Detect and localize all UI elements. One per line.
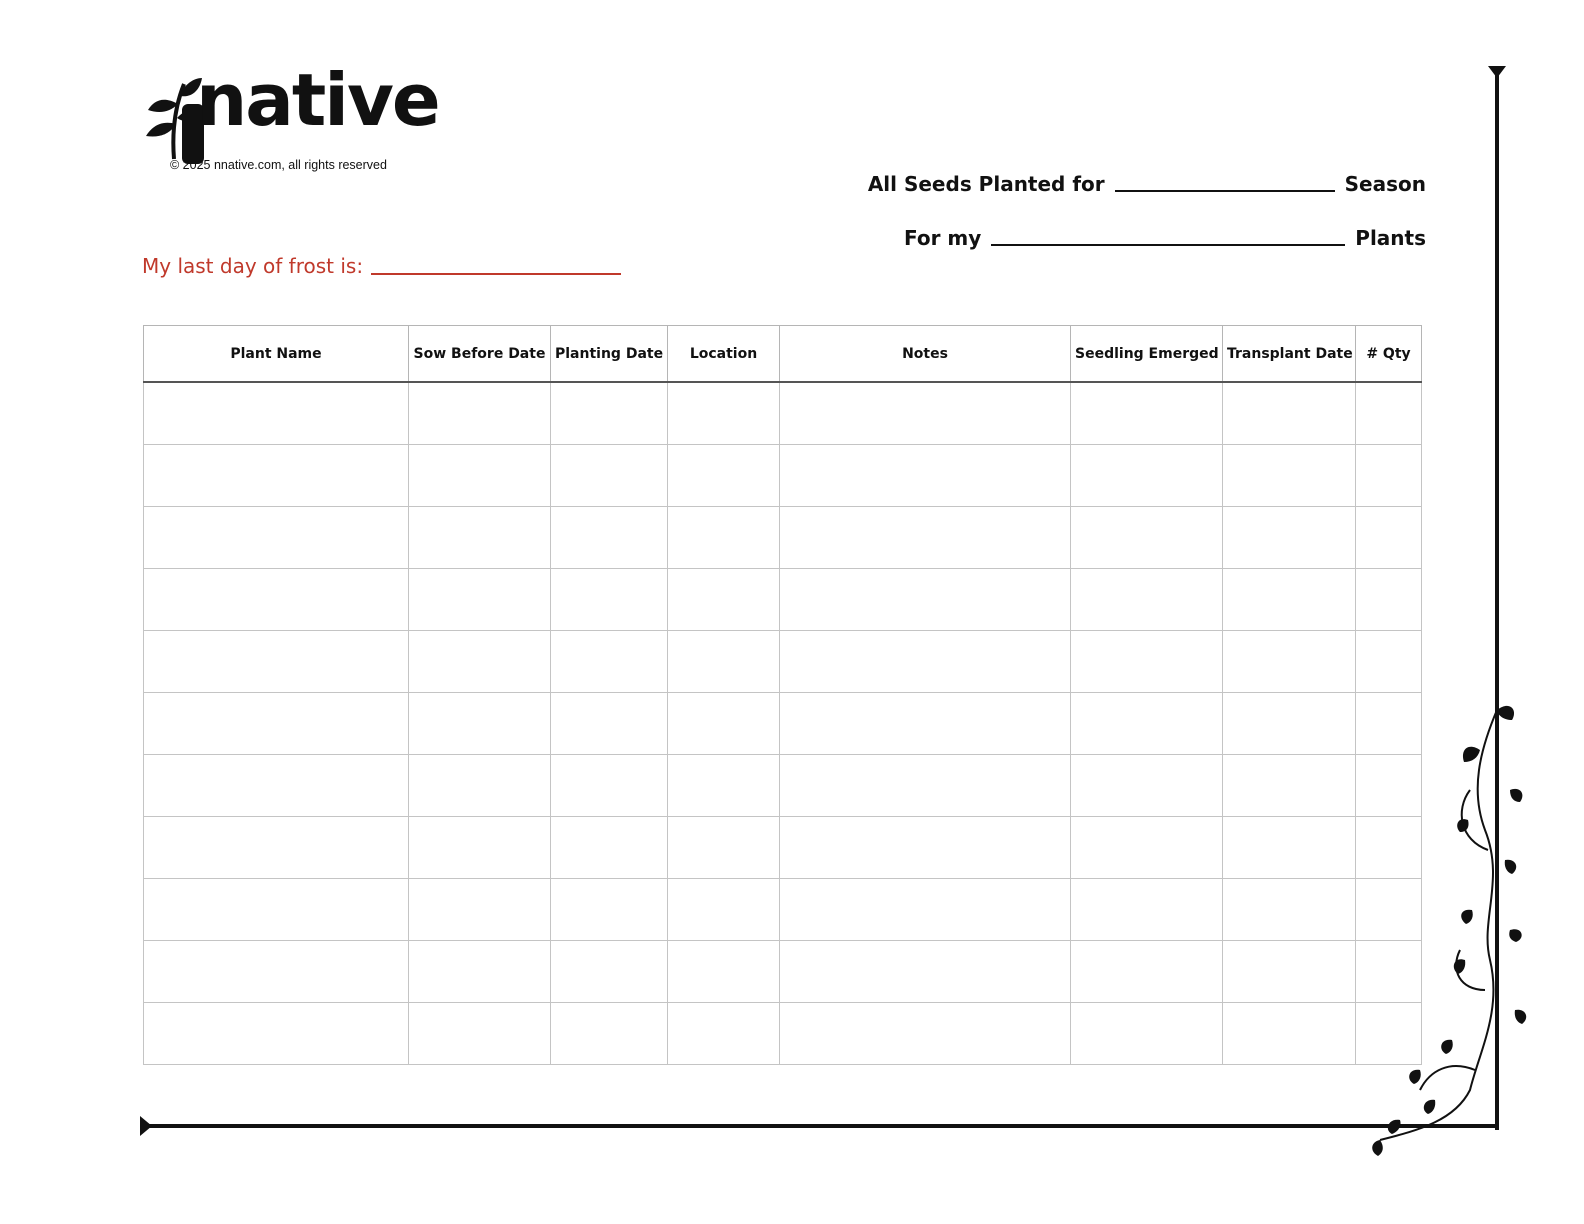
corner-vine-icon: [1360, 690, 1540, 1170]
table-cell[interactable]: [551, 507, 668, 569]
table-cell[interactable]: [668, 507, 780, 569]
table-cell[interactable]: [409, 941, 551, 1003]
plants-prefix-label: For my: [903, 226, 982, 250]
table-cell[interactable]: [551, 631, 668, 693]
table-cell[interactable]: [668, 445, 780, 507]
table-cell[interactable]: [668, 693, 780, 755]
table-cell[interactable]: [1223, 382, 1356, 445]
table-cell[interactable]: [144, 1003, 409, 1065]
table-cell[interactable]: [144, 693, 409, 755]
season-blank[interactable]: [1115, 188, 1335, 192]
table-cell[interactable]: [1071, 569, 1223, 631]
table-cell[interactable]: [1223, 507, 1356, 569]
table-cell[interactable]: [780, 693, 1071, 755]
arrow-head-icon: [140, 1116, 152, 1136]
table-cell[interactable]: [1223, 693, 1356, 755]
table-cell[interactable]: [551, 941, 668, 1003]
column-header: # Qty: [1356, 326, 1422, 383]
table-cell[interactable]: [144, 879, 409, 941]
table-cell[interactable]: [551, 445, 668, 507]
table-cell[interactable]: [1356, 631, 1422, 693]
table-cell[interactable]: [144, 817, 409, 879]
plants-blank[interactable]: [991, 242, 1345, 246]
table-row: [144, 631, 1422, 693]
table-cell[interactable]: [551, 755, 668, 817]
table-cell[interactable]: [551, 817, 668, 879]
table-cell[interactable]: [409, 755, 551, 817]
table-row: [144, 941, 1422, 1003]
table-cell[interactable]: [780, 569, 1071, 631]
table-cell[interactable]: [668, 631, 780, 693]
table-cell[interactable]: [144, 631, 409, 693]
table-cell[interactable]: [144, 569, 409, 631]
logo-wordmark: native: [196, 58, 439, 142]
table-cell[interactable]: [668, 755, 780, 817]
table-cell[interactable]: [409, 507, 551, 569]
frame-bottom-rule: [146, 1124, 1498, 1128]
table-header-row: [144, 326, 1422, 383]
table-row: [144, 569, 1422, 631]
table-cell[interactable]: [668, 382, 780, 445]
table-cell[interactable]: [1071, 382, 1223, 445]
table-cell[interactable]: [409, 693, 551, 755]
table-row: [144, 445, 1422, 507]
table-cell[interactable]: [144, 382, 409, 445]
frost-date-field: [142, 254, 621, 278]
table-cell[interactable]: [1071, 693, 1223, 755]
table-row: [144, 817, 1422, 879]
table-cell[interactable]: [780, 1003, 1071, 1065]
table-cell[interactable]: [780, 382, 1071, 445]
table-cell[interactable]: [1071, 445, 1223, 507]
table-cell[interactable]: [668, 879, 780, 941]
table-cell[interactable]: [1223, 755, 1356, 817]
table-cell[interactable]: [780, 507, 1071, 569]
table-cell[interactable]: [144, 941, 409, 1003]
table-cell[interactable]: [1223, 569, 1356, 631]
table-cell[interactable]: [1356, 382, 1422, 445]
table-cell[interactable]: [409, 1003, 551, 1065]
table-cell[interactable]: [1071, 507, 1223, 569]
table-cell[interactable]: [1356, 445, 1422, 507]
table-cell[interactable]: [551, 693, 668, 755]
frost-blank[interactable]: [371, 273, 621, 275]
table-row: [144, 1003, 1422, 1065]
table-cell[interactable]: [144, 445, 409, 507]
season-suffix-label: Season: [1344, 172, 1426, 196]
table-cell[interactable]: [668, 941, 780, 1003]
table-cell[interactable]: [409, 382, 551, 445]
leaf-sprig-icon: [144, 74, 204, 164]
table-cell[interactable]: [668, 569, 780, 631]
table-cell[interactable]: [1071, 879, 1223, 941]
table-cell[interactable]: [780, 445, 1071, 507]
table-cell[interactable]: [144, 507, 409, 569]
copyright-notice: © 2025 nnative.com, all rights reserved: [170, 158, 387, 172]
table-cell[interactable]: [144, 755, 409, 817]
table-cell[interactable]: [1071, 817, 1223, 879]
table-cell[interactable]: [551, 1003, 668, 1065]
seed-log-table: [143, 325, 1422, 1065]
table-cell[interactable]: [409, 879, 551, 941]
season-field: [868, 172, 1426, 196]
table-row: [144, 693, 1422, 755]
season-prefix-label: All Seeds Planted for: [867, 172, 1105, 196]
table-row: [144, 879, 1422, 941]
table-row: [144, 755, 1422, 817]
table-cell[interactable]: [780, 879, 1071, 941]
table-cell[interactable]: [780, 817, 1071, 879]
table-cell[interactable]: [551, 569, 668, 631]
plants-suffix-label: Plants: [1355, 226, 1426, 250]
table-cell[interactable]: [668, 1003, 780, 1065]
table-cell[interactable]: [1071, 941, 1223, 1003]
table-cell[interactable]: [551, 382, 668, 445]
table-cell[interactable]: [1223, 817, 1356, 879]
table-cell[interactable]: [1071, 631, 1223, 693]
table-cell[interactable]: [409, 569, 551, 631]
table-row: [144, 382, 1422, 445]
table-cell[interactable]: [780, 631, 1071, 693]
table-cell[interactable]: [409, 631, 551, 693]
table-cell[interactable]: [551, 879, 668, 941]
table-cell[interactable]: [1071, 755, 1223, 817]
table-cell[interactable]: [780, 941, 1071, 1003]
table-cell[interactable]: [1356, 569, 1422, 631]
table-cell[interactable]: [1223, 879, 1356, 941]
column-header: Notes: [780, 326, 1071, 383]
column-header: Plant Name: [144, 326, 409, 383]
table-body: [144, 382, 1422, 1065]
column-header: Location: [668, 326, 780, 383]
table-cell[interactable]: [780, 755, 1071, 817]
arrow-head-icon: [1488, 66, 1506, 78]
table-row: [144, 507, 1422, 569]
column-header: Seedling Emerged: [1071, 326, 1223, 383]
table-cell[interactable]: [409, 817, 551, 879]
plants-field: [904, 226, 1426, 250]
table-cell[interactable]: [1223, 941, 1356, 1003]
column-header: Sow Before Date: [409, 326, 551, 383]
table-cell[interactable]: [1223, 631, 1356, 693]
column-header: Planting Date: [551, 326, 668, 383]
table-cell[interactable]: [1223, 1003, 1356, 1065]
table-cell[interactable]: [1071, 1003, 1223, 1065]
frost-label: My last day of frost is:: [142, 254, 364, 278]
table-cell[interactable]: [1223, 445, 1356, 507]
column-header: Transplant Date: [1223, 326, 1356, 383]
table-cell[interactable]: [1356, 507, 1422, 569]
table-cell[interactable]: [409, 445, 551, 507]
table-cell[interactable]: [668, 817, 780, 879]
